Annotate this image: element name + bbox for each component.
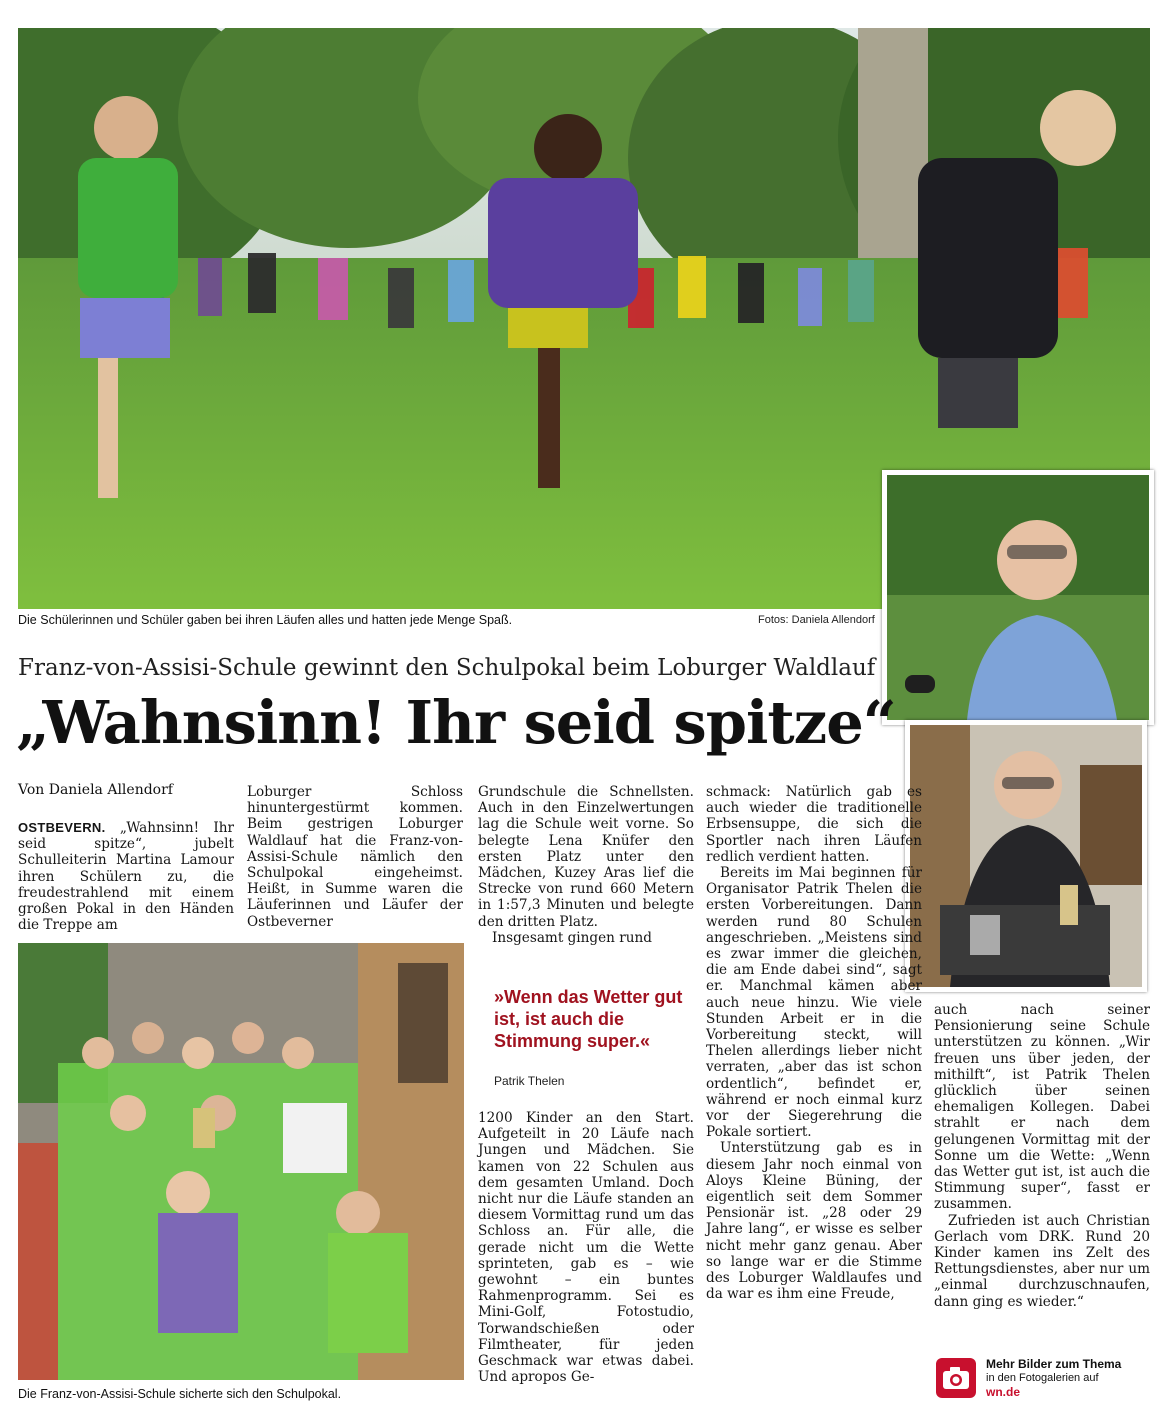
inset-photo-organizer-illustration xyxy=(887,475,1149,720)
promo-subtitle: in den Fotogalerien auf xyxy=(986,1372,1099,1384)
headline: „Wahnsinn! Ihr seid spitze“ xyxy=(16,688,896,757)
byline: Von Daniela Allendorf xyxy=(18,782,173,798)
camera-icon[interactable] xyxy=(936,1358,976,1398)
article-column-1 xyxy=(18,820,234,933)
column-5-paragraph-1: auch nach seiner Pensionierung seine Schule unterstützen zu können. „Wir freuen uns über jeden, der mithilft“, ist Patrik Thelen glücklich über seinen ehemaligen Kollegen. Dabei strahlt er nach dem gelungenen Vormittag mit der Sonne um die Wette: „Wenn das Wetter gut ist, ist auch die Stimmung super“, fasst er zusammen. xyxy=(934,1002,1150,1213)
column-3-paragraph-1: Grundschule die Schnellsten. Auch in den Einzelwertungen lag die Schule weit vorne. So belegte Lena Knüfer den ersten Platz unter den Mädchen, Kuzey Aras lief die Strecke von rund 660 Metern in 1:57,3 Minuten und belegte den dritten Platz. xyxy=(478,784,694,930)
column-5-paragraph-2: Zufrieden ist auch Christian Gerlach vom DRK. Rund 20 Kinder kamen ins Zelt des Rettungsdienstes, aber nur um „einmal durchzuschnaufen, dann ging es wieder.“ xyxy=(934,1212,1150,1310)
photo-credit: Fotos: Daniela Allendorf xyxy=(758,614,875,626)
promo-link[interactable]: wn.de xyxy=(986,1385,1021,1399)
article-column-4 xyxy=(706,784,922,1303)
inset-photo-trophies xyxy=(905,720,1147,992)
article-column-3-top xyxy=(478,784,694,946)
kicker: Franz-von-Assisi-Schule gewinnt den Schulpokal beim Loburger Waldlauf xyxy=(18,655,876,681)
article-column-3-bottom xyxy=(478,1110,694,1385)
article-column-5 xyxy=(934,1002,1150,1310)
pull-quote: »Wenn das Wetter gut ist, ist auch die Stimmung super.« xyxy=(494,987,683,1051)
inset-photo-organizer xyxy=(882,470,1154,725)
column-4-paragraph-2: Bereits im Mai beginnen für Organisator Patrik Thelen die ersten Vorbereitungen. Dann werden rund 80 Schulen angeschrieben. „Meistens sind es zwar immer die gleichen, die am Ende dabei sind“, sagt er. Manchmal kämen aber auch neue hinzu. Wie viele Stunden Arbeit er in die Vorbereitung steckt, will Thelen allerdings lieber nicht verraten, „aber das ist schon ordentlich“, befindet er, während er noch einmal kurz vor der Siegerehrung die Pokale sortiert. xyxy=(706,865,922,1141)
column-4-paragraph-3: Unterstützung gab es in diesem Jahr noch einmal von Aloys Kleine Büning, der eigentlich seit dem Sommer Pensionär ist. „28 oder 29 Jahre lang“, er wisse es selber nicht mehr ganz genau. Aber so lange war er die Stimme des Loburger Waldlaufes und da war es ihm eine Freude, xyxy=(706,1140,922,1303)
dateline: OSTBEVERN. xyxy=(18,820,106,835)
group-photo-illustration xyxy=(18,943,464,1380)
main-photo-caption: Die Schülerinnen und Schüler gaben bei ihren Läufen alles und hatten jede Menge Spaß. xyxy=(18,613,513,627)
article-column-2 xyxy=(247,784,463,930)
group-photo xyxy=(18,943,464,1380)
column-3-bottom-text: 1200 Kinder an den Start. Aufgeteilt in 20 Läufe nach Jungen und Mädchen. Sie kamen von 22 Schulen aus dem gesamten Umland. Doch nicht nur die Läufe standen an diesem Vormittag rund um das Schloss an. Für alle, die gerade nicht um die Wette sprinteten, gab es – wie gewohnt – ein buntes Rahmenprogramm. Sei es Mini-Golf, Fotostudio, Torwandschießen oder Filmtheater, für jeden Geschmack war etwas dabei. Und apropos Ge- xyxy=(478,1110,694,1386)
column-1-text: „Wahnsinn! Ihr seid spitze“, jubelt Schulleiterin Martina Lamour ihren Schülern zu, die freudestrahlend mit einem großen Pokal in den Händen die Treppe am xyxy=(18,820,234,934)
column-2-text: Loburger Schloss hinuntergestürmt kommen. Beim gestrigen Loburger Waldlauf hat die Franz-von-Assisi-Schule nämlich den Schulpokal eingeheimst. Heißt, in Summe waren die Läuferinnen und Läufer der Ostbeverner xyxy=(247,784,463,930)
promo-title: Mehr Bilder zum Thema xyxy=(986,1357,1122,1371)
column-4-paragraph-1: schmack: Natürlich gab es auch wieder die traditionelle Erbsensuppe, die sich die Sportler nach ihren Läufen redlich verdient hatten. xyxy=(706,784,922,865)
inset-photo-trophies-illustration xyxy=(910,725,1142,987)
group-photo-caption: Die Franz-von-Assisi-Schule sicherte sich den Schulpokal. xyxy=(18,1387,342,1401)
column-3-paragraph-2: Insgesamt gingen rund xyxy=(492,929,652,946)
pull-quote-author: Patrik Thelen xyxy=(494,1074,565,1088)
